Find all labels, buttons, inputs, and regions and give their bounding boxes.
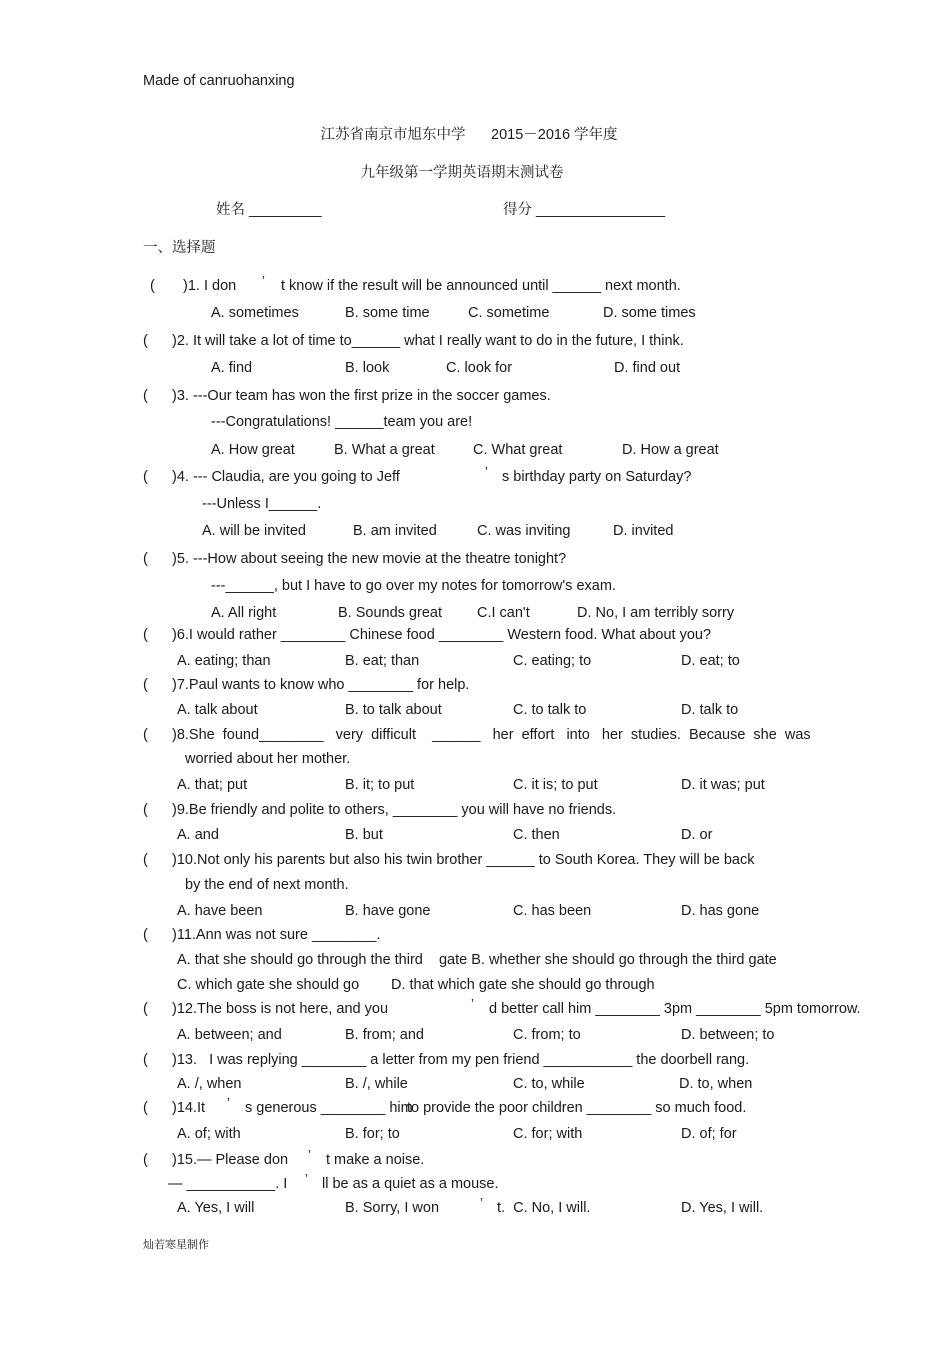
question-text: ( )2. It will take a lot of time to______ what I really want to do in the future, I think. xyxy=(143,333,684,349)
year-title: 2015－2016 学年度 xyxy=(491,127,618,143)
option-c: C. look for xyxy=(446,360,513,376)
option-d: D. eat; to xyxy=(681,653,740,669)
footer-text: 灿若寒星制作 xyxy=(143,1239,209,1251)
option-c: C. has been xyxy=(513,903,592,919)
apostrophe: ’ xyxy=(305,1171,308,1186)
question-text: ( )12.The boss is not here, and you xyxy=(143,1001,389,1017)
option-d: D. to, when xyxy=(679,1076,753,1092)
option-a: A. have been xyxy=(177,903,263,919)
option-c: C. then xyxy=(513,827,560,843)
option-a: A. find xyxy=(211,360,253,376)
option-c: C. to talk to xyxy=(513,702,587,718)
option-b: B. for; to xyxy=(345,1126,400,1142)
question-text: ( )14.It xyxy=(143,1100,206,1116)
option-b: B. What a great xyxy=(334,442,435,458)
option-c: C. which gate she should go xyxy=(177,977,360,993)
question-text: ( )8.She found________ very difficult ______ her effort into her studies. Because she was xyxy=(143,727,811,743)
question-text: ( )15.— Please don xyxy=(143,1152,289,1168)
question-text: s generous ________ him xyxy=(245,1100,413,1116)
option-d: D. find out xyxy=(614,360,681,376)
question-text: ( )11.Ann was not sure ________. xyxy=(143,927,381,943)
option-d: D. Yes, I will. xyxy=(681,1200,764,1216)
option-c: C. from; to xyxy=(513,1027,581,1043)
option-b: B. from; and xyxy=(345,1027,424,1043)
question-text-line2: ---Congratulations! ______team you are! xyxy=(211,414,473,430)
question-text-line2: ll be as a quiet as a mouse. xyxy=(322,1176,499,1192)
exam-subtitle: 九年级第一学期英语期末测试卷 xyxy=(360,165,564,181)
option-b: B. eat; than xyxy=(345,653,420,669)
apostrophe: ’ xyxy=(480,1195,483,1210)
question-text: t know if the result will be announced until ______ next month. xyxy=(281,278,681,294)
option-a: A. How great xyxy=(211,442,295,458)
option-d: D. between; to xyxy=(681,1027,775,1043)
question-text-line2: by the end of next month. xyxy=(185,877,349,893)
question-text: d better call him ________ 3pm ________ 5pm tomorrow. xyxy=(489,1001,861,1017)
question-text: ( )13. I was replying ________ a letter from my pen friend ___________ the doorbell rang. xyxy=(143,1052,750,1068)
option-a: A. Yes, I will xyxy=(177,1200,255,1216)
question-text-line2: worried about her mother. xyxy=(185,751,351,767)
apostrophe: ’ xyxy=(262,273,265,288)
option-a: A. will be invited xyxy=(202,523,306,539)
score-field-label: 得分 ________________ xyxy=(503,202,666,218)
apostrophe: ’ xyxy=(485,464,488,479)
option-d: D. of; for xyxy=(681,1126,737,1142)
question-text: ( )6.I would rather ________ Chinese food ________ Western food. What about you? xyxy=(143,627,712,643)
option-d: D. that which gate she should go through xyxy=(391,977,655,993)
question-text: ( )3. ---Our team has won the first prize in the soccer games. xyxy=(143,388,551,404)
apostrophe: ’ xyxy=(308,1147,311,1162)
question-text: s birthday party on Saturday? xyxy=(502,469,692,485)
question-text: ( )7.Paul wants to know who ________ for help. xyxy=(143,677,470,693)
option-b: B. some time xyxy=(345,305,430,321)
option-b: B. Sorry, I won xyxy=(345,1200,440,1216)
question-text-line2: — ___________. I xyxy=(168,1176,288,1192)
option-d: D. has gone xyxy=(681,903,760,919)
option-d: D. How a great xyxy=(622,442,719,458)
option-d: D. talk to xyxy=(681,702,739,718)
option-b: B. look xyxy=(345,360,390,376)
option-a: A. All right xyxy=(211,605,277,621)
option-c: C. it is; to put xyxy=(513,777,598,793)
name-field-label: 姓名 _________ xyxy=(216,202,322,218)
option-a: A. eating; than xyxy=(177,653,271,669)
option-c: C. was inviting xyxy=(477,523,571,539)
option-d: D. some times xyxy=(603,305,696,321)
apostrophe: ’ xyxy=(227,1095,230,1110)
option-b: B. /, while xyxy=(345,1076,408,1092)
option-b: B. to talk about xyxy=(345,702,442,718)
section-title: 一、选择题 xyxy=(143,240,216,256)
option-c: C. What great xyxy=(473,442,563,458)
option-c: C. eating; to xyxy=(513,653,592,669)
question-text: ( )4. --- Claudia, are you going to Jeff xyxy=(143,469,400,485)
question-text: t make a noise. xyxy=(326,1152,425,1168)
option-b: B. but xyxy=(345,827,383,843)
option-a: A. talk about xyxy=(177,702,258,718)
option-d: D. or xyxy=(681,827,713,843)
question-text: ( )9.Be friendly and polite to others, ________ you will have no friends. xyxy=(143,802,617,818)
question-text-line2: ---______, but I have to go over my notes for tomorrow's exam. xyxy=(211,578,616,594)
question-text: ( )1. I don xyxy=(150,278,237,294)
option-b: B. am invited xyxy=(353,523,437,539)
option-a: A. between; and xyxy=(177,1027,282,1043)
option-b: B. have gone xyxy=(345,903,431,919)
option-b-c: t. C. No, I will. xyxy=(497,1200,591,1216)
option-c: C. for; with xyxy=(513,1126,583,1142)
option-c: C. to, while xyxy=(513,1076,585,1092)
question-text-line2: ---Unless I______. xyxy=(202,496,322,512)
option-a: A. of; with xyxy=(177,1126,241,1142)
option-a: A. /, when xyxy=(177,1076,242,1092)
question-text: to provide the poor children ________ so much food. xyxy=(407,1100,747,1116)
option-a: A. that; put xyxy=(177,777,248,793)
option-c: C.I can't xyxy=(477,605,530,621)
option-d: D. No, I am terribly sorry xyxy=(577,605,735,621)
option-d: D. invited xyxy=(613,523,674,539)
question-text: ( )5. ---How about seeing the new movie at the theatre tonight? xyxy=(143,551,567,567)
option-b: B. Sounds great xyxy=(338,605,442,621)
options-a-b: A. that she should go through the third gate B. whether she should go through the third gate xyxy=(177,952,777,968)
option-a: A. sometimes xyxy=(211,305,299,321)
question-text: ( )10.Not only his parents but also his twin brother ______ to South Korea. They will be back xyxy=(143,852,755,868)
school-title: 江苏省南京市旭东中学 xyxy=(320,127,466,143)
option-b: B. it; to put xyxy=(345,777,415,793)
apostrophe: ’ xyxy=(471,996,474,1011)
option-d: D. it was; put xyxy=(681,777,765,793)
option-a: A. and xyxy=(177,827,219,843)
header-text: Made of canruohanxing xyxy=(143,73,295,89)
option-c: C. sometime xyxy=(468,305,550,321)
